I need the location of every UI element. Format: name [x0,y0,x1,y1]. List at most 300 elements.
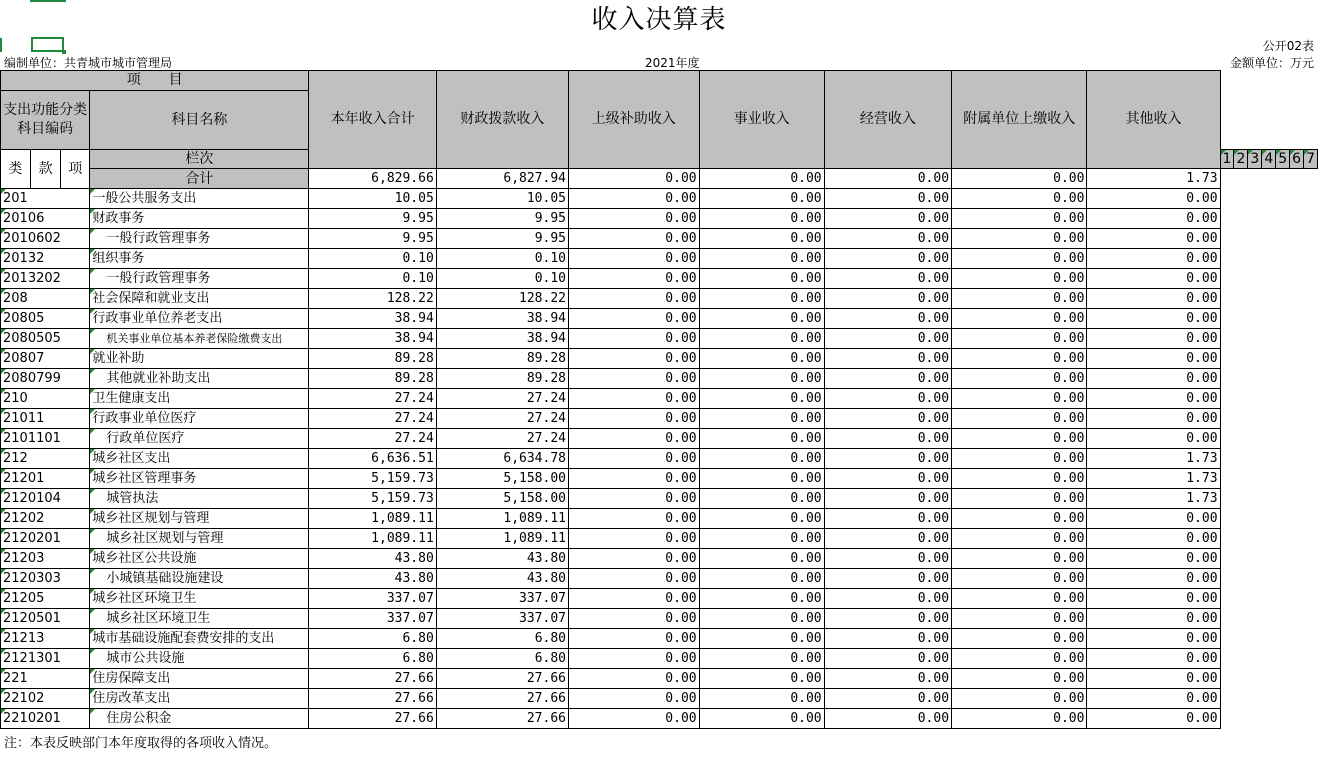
header-kuan[interactable]: 款 [30,150,61,189]
column-number-3[interactable]: 3 [1248,150,1262,169]
row-subject-name[interactable]: 城市公共设施 [90,649,309,669]
row-value-col-5[interactable]: 0.00 [824,629,951,649]
row-value-col-4[interactable]: 0.00 [699,709,824,729]
row-value-col-6[interactable]: 0.00 [952,509,1087,529]
row-value-col-6[interactable]: 0.00 [952,309,1087,329]
row-value-col-1[interactable]: 6.80 [309,649,436,669]
row-value-col-5[interactable]: 0.00 [824,349,951,369]
row-value-col-3[interactable]: 0.00 [569,349,700,369]
row-value-col-1[interactable]: 337.07 [309,589,436,609]
row-value-col-3[interactable]: 0.00 [569,609,700,629]
row-value-col-7[interactable]: 0.00 [1087,669,1220,689]
row-value-col-6[interactable]: 0.00 [952,249,1087,269]
row-value-col-3[interactable]: 0.00 [569,489,700,509]
row-value-col-2[interactable]: 6.80 [436,649,568,669]
header-col-2[interactable]: 财政拨款收入 [436,71,568,169]
row-value-col-1[interactable]: 0.10 [309,269,436,289]
row-subject-name[interactable]: 行政事业单位养老支出 [90,309,309,329]
total-value-4[interactable]: 0.00 [699,169,824,189]
page-title: 收入决算表 [591,5,727,35]
row-value-col-5[interactable]: 0.00 [824,189,951,209]
row-value-col-7[interactable]: 0.00 [1087,529,1220,549]
table-row [1,369,1318,389]
row-value-col-2[interactable]: 27.66 [436,709,568,729]
row-value-col-6[interactable]: 0.00 [952,489,1087,509]
row-value-col-2[interactable]: 6,634.78 [436,449,568,469]
row-value-col-1[interactable]: 6,636.51 [309,449,436,469]
row-value-col-3[interactable]: 0.00 [569,549,700,569]
row-value-col-6[interactable]: 0.00 [952,609,1087,629]
row-value-col-7[interactable]: 0.00 [1087,709,1220,729]
table-row [1,289,1318,309]
row-value-col-3[interactable]: 0.00 [569,249,700,269]
table-row [1,449,1318,469]
row-value-col-2[interactable]: 1,089.11 [436,509,568,529]
row-value-col-6[interactable]: 0.00 [952,409,1087,429]
row-value-col-5[interactable]: 0.00 [824,429,951,449]
row-code[interactable]: 2121301 [1,649,90,669]
table-row [1,209,1318,229]
row-value-col-5[interactable]: 0.00 [824,249,951,269]
row-value-col-6[interactable]: 0.00 [952,369,1087,389]
row-value-col-6[interactable]: 0.00 [952,549,1087,569]
row-subject-name[interactable]: 城乡社区环境卫生 [90,589,309,609]
row-value-col-4[interactable]: 0.00 [699,609,824,629]
row-value-col-2[interactable]: 5,158.00 [436,489,568,509]
row-subject-name[interactable]: 其他就业补助支出 [90,369,309,389]
row-value-col-7[interactable]: 0.00 [1087,509,1220,529]
row-value-col-3[interactable]: 0.00 [569,369,700,389]
row-value-col-7[interactable]: 0.00 [1087,209,1220,229]
row-value-col-3[interactable]: 0.00 [569,629,700,649]
row-value-col-6[interactable]: 0.00 [952,329,1087,349]
row-value-col-1[interactable]: 43.80 [309,569,436,589]
row-subject-name[interactable]: 城乡社区公共设施 [90,549,309,569]
row-subject-name[interactable]: 机关事业单位基本养老保险缴费支出 [90,329,309,349]
header-xiang[interactable]: 项 [61,150,90,189]
column-number-7[interactable]: 7 [1304,150,1318,169]
row-value-col-2[interactable]: 6.80 [436,629,568,649]
column-number-4[interactable]: 4 [1262,150,1276,169]
row-subject-name[interactable]: 社会保障和就业支出 [90,289,309,309]
row-value-col-6[interactable]: 0.00 [952,709,1087,729]
row-value-col-6[interactable]: 0.00 [952,429,1087,449]
table-row [1,469,1318,489]
row-value-col-2[interactable]: 27.24 [436,429,568,449]
row-value-col-6[interactable]: 0.00 [952,669,1087,689]
row-value-col-7[interactable]: 0.00 [1087,429,1220,449]
row-value-col-5[interactable]: 0.00 [824,489,951,509]
row-value-col-1[interactable]: 89.28 [309,369,436,389]
row-value-col-5[interactable]: 0.00 [824,709,951,729]
column-number-6[interactable]: 6 [1290,150,1304,169]
row-value-col-7[interactable]: 1.73 [1087,449,1220,469]
row-value-col-3[interactable]: 0.00 [569,469,700,489]
column-number-2[interactable]: 2 [1234,150,1248,169]
table-row [1,669,1318,689]
row-value-col-4[interactable]: 0.00 [699,489,824,509]
row-value-col-7[interactable]: 0.00 [1087,629,1220,649]
unit-label: 金额单位：万元 [1229,56,1314,70]
row-code[interactable]: 22102 [1,689,90,709]
row-code[interactable]: 2101101 [1,429,90,449]
row-value-col-3[interactable]: 0.00 [569,189,700,209]
row-value-col-7[interactable]: 0.00 [1087,649,1220,669]
row-value-col-6[interactable]: 0.00 [952,589,1087,609]
row-value-col-1[interactable]: 337.07 [309,609,436,629]
table-row [1,629,1318,649]
row-code[interactable]: 2120201 [1,529,90,549]
row-code[interactable]: 2010602 [1,229,90,249]
row-value-col-7[interactable]: 0.00 [1087,409,1220,429]
row-value-col-2[interactable]: 1,089.11 [436,529,568,549]
row-value-col-5[interactable]: 0.00 [824,369,951,389]
row-value-col-4[interactable]: 0.00 [699,669,824,689]
row-value-col-2[interactable]: 0.10 [436,269,568,289]
row-value-col-3[interactable]: 0.00 [569,329,700,349]
row-value-col-6[interactable]: 0.00 [952,289,1087,309]
row-value-col-1[interactable]: 1,089.11 [309,509,436,529]
row-value-col-4[interactable]: 0.00 [699,289,824,309]
column-number-1[interactable]: 1 [1220,150,1234,169]
row-value-col-4[interactable]: 0.00 [699,469,824,489]
row-value-col-2[interactable]: 89.28 [436,349,568,369]
row-subject-name[interactable]: 城乡社区管理事务 [90,469,309,489]
table-row [1,249,1318,269]
row-code[interactable]: 20807 [1,349,90,369]
row-value-col-7[interactable]: 1.73 [1087,469,1220,489]
table-row [1,269,1318,289]
row-value-col-5[interactable]: 0.00 [824,509,951,529]
row-value-col-5[interactable]: 0.00 [824,689,951,709]
row-code[interactable]: 2120303 [1,569,90,589]
row-value-col-5[interactable]: 0.00 [824,609,951,629]
row-value-col-7[interactable]: 0.00 [1087,329,1220,349]
row-value-col-5[interactable]: 0.00 [824,329,951,349]
row-value-col-2[interactable]: 0.10 [436,249,568,269]
row-code[interactable]: 2210201 [1,709,90,729]
row-value-col-7[interactable]: 0.00 [1087,189,1220,209]
row-value-col-6[interactable]: 0.00 [952,389,1087,409]
header-subject-name[interactable]: 科目名称 [90,91,309,150]
row-value-col-4[interactable]: 0.00 [699,249,824,269]
row-value-col-7[interactable]: 0.00 [1087,289,1220,309]
row-code[interactable]: 21205 [1,589,90,609]
header-func-code[interactable]: 支出功能分类 科目编码 [1,91,90,150]
row-value-col-7[interactable]: 0.00 [1087,369,1220,389]
row-value-col-4[interactable]: 0.00 [699,649,824,669]
table-row [1,189,1318,209]
row-value-col-1[interactable]: 128.22 [309,289,436,309]
row-value-col-5[interactable]: 0.00 [824,669,951,689]
row-value-col-7[interactable]: 0.00 [1087,609,1220,629]
total-label[interactable]: 合计 [90,169,309,189]
table-row [1,389,1318,409]
row-value-col-7[interactable]: 0.00 [1087,269,1220,289]
row-code[interactable]: 210 [1,389,90,409]
row-subject-name[interactable]: 一般公共服务支出 [90,189,309,209]
row-value-col-4[interactable]: 0.00 [699,229,824,249]
row-value-col-1[interactable]: 10.05 [309,189,436,209]
row-value-col-4[interactable]: 0.00 [699,209,824,229]
row-value-col-5[interactable]: 0.00 [824,309,951,329]
total-value-5[interactable]: 0.00 [824,169,951,189]
row-code[interactable]: 208 [1,289,90,309]
row-value-col-4[interactable]: 0.00 [699,369,824,389]
row-value-col-3[interactable]: 0.00 [569,269,700,289]
row-code[interactable]: 221 [1,669,90,689]
row-value-col-1[interactable]: 6.80 [309,629,436,649]
row-value-col-4[interactable]: 0.00 [699,349,824,369]
row-value-col-2[interactable]: 27.24 [436,409,568,429]
header-col-4[interactable]: 事业收入 [699,71,824,169]
row-value-col-5[interactable]: 0.00 [824,409,951,429]
row-subject-name[interactable]: 一般行政管理事务 [90,229,309,249]
row-value-col-4[interactable]: 0.00 [699,549,824,569]
row-value-col-6[interactable]: 0.00 [952,569,1087,589]
row-value-col-1[interactable]: 27.66 [309,669,436,689]
row-code[interactable]: 21201 [1,469,90,489]
row-value-col-2[interactable]: 38.94 [436,309,568,329]
row-value-col-3[interactable]: 0.00 [569,649,700,669]
row-value-col-2[interactable]: 9.95 [436,229,568,249]
header-col-7[interactable]: 其他收入 [1087,71,1220,169]
row-code[interactable]: 20805 [1,309,90,329]
row-value-col-2[interactable]: 43.80 [436,569,568,589]
row-value-col-3[interactable]: 0.00 [569,209,700,229]
row-value-col-6[interactable]: 0.00 [952,689,1087,709]
row-subject-name[interactable]: 城管执法 [90,489,309,509]
row-value-col-6[interactable]: 0.00 [952,189,1087,209]
row-value-col-6[interactable]: 0.00 [952,469,1087,489]
row-code[interactable]: 201 [1,189,90,209]
row-value-col-7[interactable]: 0.00 [1087,549,1220,569]
row-value-col-4[interactable]: 0.00 [699,429,824,449]
table-row [1,229,1318,249]
row-value-col-3[interactable]: 0.00 [569,229,700,249]
row-code[interactable]: 21203 [1,549,90,569]
row-value-col-4[interactable]: 0.00 [699,569,824,589]
row-value-col-3[interactable]: 0.00 [569,509,700,529]
row-value-col-4[interactable]: 0.00 [699,529,824,549]
row-value-col-7[interactable]: 0.00 [1087,349,1220,369]
table-row [1,569,1318,589]
row-value-col-4[interactable]: 0.00 [699,189,824,209]
total-value-1[interactable]: 6,829.66 [309,169,436,189]
row-value-col-1[interactable]: 9.95 [309,209,436,229]
row-value-col-2[interactable]: 9.95 [436,209,568,229]
row-value-col-6[interactable]: 0.00 [952,529,1087,549]
row-value-col-1[interactable]: 27.66 [309,709,436,729]
row-value-col-7[interactable]: 1.73 [1087,489,1220,509]
header-col-3[interactable]: 上级补助收入 [569,71,700,169]
row-subject-name[interactable]: 财政事务 [90,209,309,229]
row-value-col-6[interactable]: 0.00 [952,449,1087,469]
row-value-col-1[interactable]: 1,089.11 [309,529,436,549]
row-value-col-4[interactable]: 0.00 [699,689,824,709]
row-code[interactable]: 2120501 [1,609,90,629]
row-value-col-6[interactable]: 0.00 [952,629,1087,649]
row-code[interactable]: 212 [1,449,90,469]
income-table [0,70,1318,729]
row-value-col-1[interactable]: 43.80 [309,549,436,569]
header-col-1[interactable]: 本年收入合计 [309,71,436,169]
row-code[interactable]: 21213 [1,629,90,649]
total-value-2[interactable]: 6,827.94 [436,169,568,189]
row-code[interactable]: 2080799 [1,369,90,389]
row-value-col-1[interactable]: 9.95 [309,229,436,249]
row-value-col-7[interactable]: 0.00 [1087,229,1220,249]
row-value-col-6[interactable]: 0.00 [952,229,1087,249]
row-value-col-4[interactable]: 0.00 [699,309,824,329]
row-subject-name[interactable]: 住房公积金 [90,709,309,729]
table-row [1,489,1318,509]
row-value-col-4[interactable]: 0.00 [699,409,824,429]
row-value-col-7[interactable]: 0.00 [1087,569,1220,589]
row-value-col-4[interactable]: 0.00 [699,329,824,349]
row-value-col-7[interactable]: 0.00 [1087,589,1220,609]
row-code[interactable]: 2080505 [1,329,90,349]
row-value-col-2[interactable]: 43.80 [436,549,568,569]
row-value-col-1[interactable]: 27.66 [309,689,436,709]
row-value-col-1[interactable]: 27.24 [309,409,436,429]
row-subject-name[interactable]: 城乡社区支出 [90,449,309,469]
row-subject-name[interactable]: 小城镇基础设施建设 [90,569,309,589]
row-value-col-5[interactable]: 0.00 [824,449,951,469]
row-value-col-3[interactable]: 0.00 [569,409,700,429]
row-value-col-5[interactable]: 0.00 [824,569,951,589]
row-subject-name[interactable]: 一般行政管理事务 [90,269,309,289]
row-code[interactable]: 2120104 [1,489,90,509]
column-number-5[interactable]: 5 [1276,150,1290,169]
row-value-col-4[interactable]: 0.00 [699,589,824,609]
year-label: 2021年度 [645,56,700,70]
row-subject-name[interactable]: 卫生健康支出 [90,389,309,409]
row-subject-name[interactable]: 组织事务 [90,249,309,269]
row-value-col-2[interactable]: 5,158.00 [436,469,568,489]
row-subject-name[interactable]: 城乡社区规划与管理 [90,509,309,529]
row-subject-name[interactable]: 住房保障支出 [90,669,309,689]
row-value-col-2[interactable]: 38.94 [436,329,568,349]
table-row [1,609,1318,629]
row-value-col-3[interactable]: 0.00 [569,389,700,409]
row-code[interactable]: 20106 [1,209,90,229]
total-value-3[interactable]: 0.00 [569,169,700,189]
row-value-col-1[interactable]: 89.28 [309,349,436,369]
row-subject-name[interactable]: 行政单位医疗 [90,429,309,449]
row-value-col-5[interactable]: 0.00 [824,269,951,289]
row-value-col-4[interactable]: 0.00 [699,449,824,469]
header-col-5[interactable]: 经营收入 [824,71,951,169]
row-value-col-1[interactable]: 0.10 [309,249,436,269]
row-subject-name[interactable]: 城乡社区规划与管理 [90,529,309,549]
header-lanci[interactable]: 栏次 [90,150,309,169]
row-value-col-6[interactable]: 0.00 [952,349,1087,369]
row-value-col-7[interactable]: 0.00 [1087,389,1220,409]
row-value-col-4[interactable]: 0.00 [699,509,824,529]
row-subject-name[interactable]: 城乡社区环境卫生 [90,609,309,629]
table-row [1,689,1318,709]
row-subject-name[interactable]: 行政事业单位医疗 [90,409,309,429]
row-value-col-3[interactable]: 0.00 [569,669,700,689]
row-value-col-5[interactable]: 0.00 [824,529,951,549]
row-code[interactable]: 2013202 [1,269,90,289]
row-value-col-5[interactable]: 0.00 [824,589,951,609]
row-value-col-6[interactable]: 0.00 [952,649,1087,669]
row-value-col-7[interactable]: 0.00 [1087,249,1220,269]
row-value-col-1[interactable]: 38.94 [309,329,436,349]
row-value-col-5[interactable]: 0.00 [824,229,951,249]
row-value-col-5[interactable]: 0.00 [824,289,951,309]
header-lei[interactable]: 类 [1,150,31,189]
table-row [1,589,1318,609]
row-value-col-3[interactable]: 0.00 [569,589,700,609]
row-value-col-2[interactable]: 337.07 [436,609,568,629]
row-value-col-2[interactable]: 89.28 [436,369,568,389]
row-value-col-2[interactable]: 27.66 [436,689,568,709]
table-row [1,649,1318,669]
row-value-col-2[interactable]: 337.07 [436,589,568,609]
table-row [1,429,1318,449]
form-number: 公开02表 [1262,39,1314,53]
row-value-col-3[interactable]: 0.00 [569,709,700,729]
row-value-col-3[interactable]: 0.00 [569,289,700,309]
row-value-col-4[interactable]: 0.00 [699,389,824,409]
row-value-col-1[interactable]: 27.24 [309,429,436,449]
row-code[interactable]: 21011 [1,409,90,429]
row-subject-name[interactable]: 就业补助 [90,349,309,369]
total-value-6[interactable]: 0.00 [952,169,1087,189]
row-value-col-2[interactable]: 27.24 [436,389,568,409]
row-value-col-4[interactable]: 0.00 [699,269,824,289]
row-value-col-5[interactable]: 0.00 [824,549,951,569]
row-value-col-3[interactable]: 0.00 [569,569,700,589]
header-col-6[interactable]: 附属单位上缴收入 [952,71,1087,169]
row-code[interactable]: 20132 [1,249,90,269]
row-value-col-3[interactable]: 0.00 [569,309,700,329]
row-value-col-3[interactable]: 0.00 [569,449,700,469]
row-value-col-5[interactable]: 0.00 [824,389,951,409]
row-value-col-1[interactable]: 27.24 [309,389,436,409]
row-value-col-5[interactable]: 0.00 [824,209,951,229]
row-value-col-7[interactable]: 0.00 [1087,689,1220,709]
total-value-7[interactable]: 1.73 [1087,169,1220,189]
row-subject-name[interactable]: 城市基础设施配套费安排的支出 [90,629,309,649]
row-code[interactable]: 21202 [1,509,90,529]
row-value-col-4[interactable]: 0.00 [699,629,824,649]
row-value-col-1[interactable]: 38.94 [309,309,436,329]
row-value-col-3[interactable]: 0.00 [569,429,700,449]
selected-cell[interactable] [31,37,64,52]
header-item[interactable]: 项 目 [1,71,309,91]
table-row [1,709,1318,729]
row-subject-name[interactable]: 住房改革支出 [90,689,309,709]
row-value-col-3[interactable]: 0.00 [569,529,700,549]
row-value-col-7[interactable]: 0.00 [1087,309,1220,329]
row-value-col-1[interactable]: 5,159.73 [309,489,436,509]
row-value-col-2[interactable]: 128.22 [436,289,568,309]
row-value-col-3[interactable]: 0.00 [569,689,700,709]
row-value-col-5[interactable]: 0.00 [824,649,951,669]
table-row [1,529,1318,549]
row-value-col-1[interactable]: 5,159.73 [309,469,436,489]
table-row [1,329,1318,349]
row-value-col-5[interactable]: 0.00 [824,469,951,489]
row-value-col-6[interactable]: 0.00 [952,269,1087,289]
row-value-col-6[interactable]: 0.00 [952,209,1087,229]
row-value-col-2[interactable]: 10.05 [436,189,568,209]
row-value-col-2[interactable]: 27.66 [436,669,568,689]
